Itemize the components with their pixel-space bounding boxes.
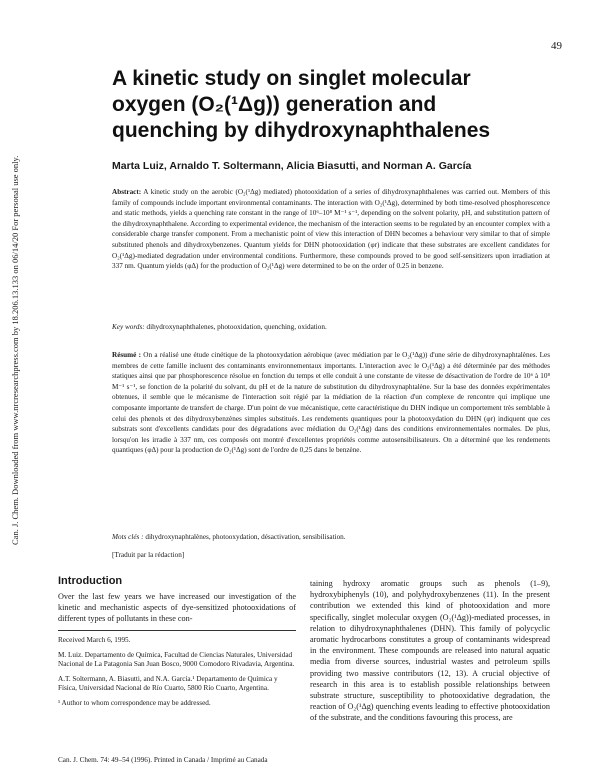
- download-sidebar: [4, 155, 24, 545]
- author-list: Marta Luiz, Arnaldo T. Soltermann, Alicia Biasutti, and Norman A. García: [112, 160, 472, 172]
- resume-label: Résumé :: [112, 351, 142, 359]
- footnote-divider: [58, 630, 296, 631]
- page-number: 49: [551, 40, 562, 52]
- keywords-label: Key words:: [112, 323, 145, 331]
- abstract-text: A kinetic study on the aerobic (O₂(¹Δg) mediated) photooxidation of a series of dihydroxynaphthalenes was carried out. Members of this family of compounds include important environmental contaminants. The interaction with O₂(¹Δg), determined by both time-resolved phosphorescence and static methods, yields a quenching rate constant in the range of 10⁶–10⁸ M⁻¹ s⁻¹, depending on the solvent polarity, pH, and substitution pattern of the dihydroxynaphthalene. According to experimental evidence, the mechanism of the interaction seems to be regulated by an encounter complex with a considerable charge transfer component. From a mechanistic point of view this interaction of DHN becomes a behaviour very similar to that of simple substituted phenols and dihydroxybenzenes. Quantum yields for DHN photooxidation (φr) indicate that these substrates are excellent candidates for O₂(¹Δg)-mediated degradation under environmental conditions. Furthermore, these compounds proved to be good self-sensitizers upon irradiation at 337 nm. Quantum yields (φΔ) for the production of O₂(¹Δg) were determined to be on the order of 0.25 in benzene.: [112, 188, 550, 271]
- abstract-label: Abstract:: [112, 188, 142, 196]
- keywords: [112, 322, 550, 333]
- resume: [112, 350, 550, 456]
- mots-cles-text: dihydroxynaphtalènes, photooxydation, désactivation, sensibilisation.: [145, 533, 346, 541]
- resume-text: On a réalisé une étude cinétique de la photooxydation aérobique (avec médiation par le O₂(¹Δg)) d'une série de dihydroxynaphtalènes. Les membres de cette famille incluent des contaminants environnementaux importants. L'interaction avec le O₂(¹Δg) a été déterminée par des méthodes statiques ainsi que par phosphorescence résolue en fonction du temps et elle conduit à une constante de vitesse de désactivation de l'ordre de 10⁶ à 10⁸ M⁻¹ s⁻¹, se fonction de la polarité du solvant, du pH et de la nature de substitution du dihydroxynaphtalène. Sur la base des données expérimentales obtenues, il semble que le mécanisme de l'interaction soit régié par la médiation de la réaction d'un complexe de rencontre qui implique une composante importante de transfert de charge. D'un point de vue mécanistique, cette caractéristique du DHN indique un comportement très semblable à celui des phenols et des dihydroxybenzènes simples substitués. Les rendements quantiques pour la photooxydation du DHN (φr) indiquent que ces substrats sont d'excellents candidats pour des dégradations avec médiation du O₂(¹Δg) dans des conditions environnementales normales. De plus, lorsqu'on les irradie à 337 nm, ces composés ont montré d'excellentes propriétés comme autosensibilisateurs. On a déterminé que les rendements quantiques (φΔ) pour la production de O₂(¹Δg) sont de l'ordre de 0,25 dans le benzène.: [112, 351, 551, 455]
- introduction-right-column: taining hydroxy aromatic groups such as phenols (1–9), hydroxybiphenyls (10), and polyhydroxybenzenes (11). In the present contribution we extended this kind of photooxidation and more specifically, singlet molecular oxygen (O₂(¹Δg))-mediated processes, in relation to dihydroxynaphthalenes (DHN). This family of polycyclic aromatic hydrocarbons constitutes a group of contaminants widespread in the environment. These compounds are released into natural aquatic media from diverse sources, industrial wastes and petroleum spills providing two massive contributors (12, 13). A crucial objective of research in this area is to establish possible relationships between substrate structure, susceptibility to photooxidative degradation, the reaction of O₂(¹Δg) quenching events leading to effective photooxidation of the substrate, and the conditions favouring this process, are: [310, 579, 550, 723]
- corresponding-author-note: ¹ Author to whom correspondence may be addressed.: [58, 698, 211, 707]
- translation-note: [Traduit par la rédaction]: [112, 551, 185, 559]
- affiliation-1: M. Luiz. Departamento de Química, Facultad de Ciencias Naturales, Universidad Nacional de La Patagonia San Juan Bosco, 9000 Comodoro Rivadavia, Argentina.: [58, 650, 295, 669]
- affiliation-2: A.T. Soltermann, A. Biasutti, and N.A. García.¹ Departamento de Química y Física, Universidad Nacional de Río Cuarto, 5800 Río Cuarto, Argentina.: [58, 674, 278, 693]
- footnotes: [58, 636, 296, 714]
- article-title: A kinetic study on singlet molecular oxygen (O₂(¹Δg)) generation and quenching by dihydroxynaphthalenes: [112, 67, 491, 142]
- received-date: Received March 6, 1995.: [58, 636, 131, 644]
- download-notice: Can. J. Chem. Downloaded from www.nrcresearchpress.com by 18.206.13.133 on 06/14/20 For personal use only.: [10, 155, 20, 545]
- journal-footer: Can. J. Chem. 74: 49–54 (1996). Printed in Canada / Imprimé au Canada: [58, 756, 268, 764]
- mots-cles: [112, 533, 550, 541]
- keywords-text: dihydroxynaphthalenes, photooxidation, quenching, oxidation.: [146, 323, 327, 331]
- introduction-left-column: Over the last few years we have increased our investigation of the kinetic and mechanistic aspects of dye-sensitized photooxidations of different types of pollutants in these con-: [58, 592, 296, 624]
- introduction-heading: Introduction: [58, 575, 123, 587]
- abstract: [112, 187, 550, 272]
- mots-cles-label: Mots clés :: [112, 533, 144, 541]
